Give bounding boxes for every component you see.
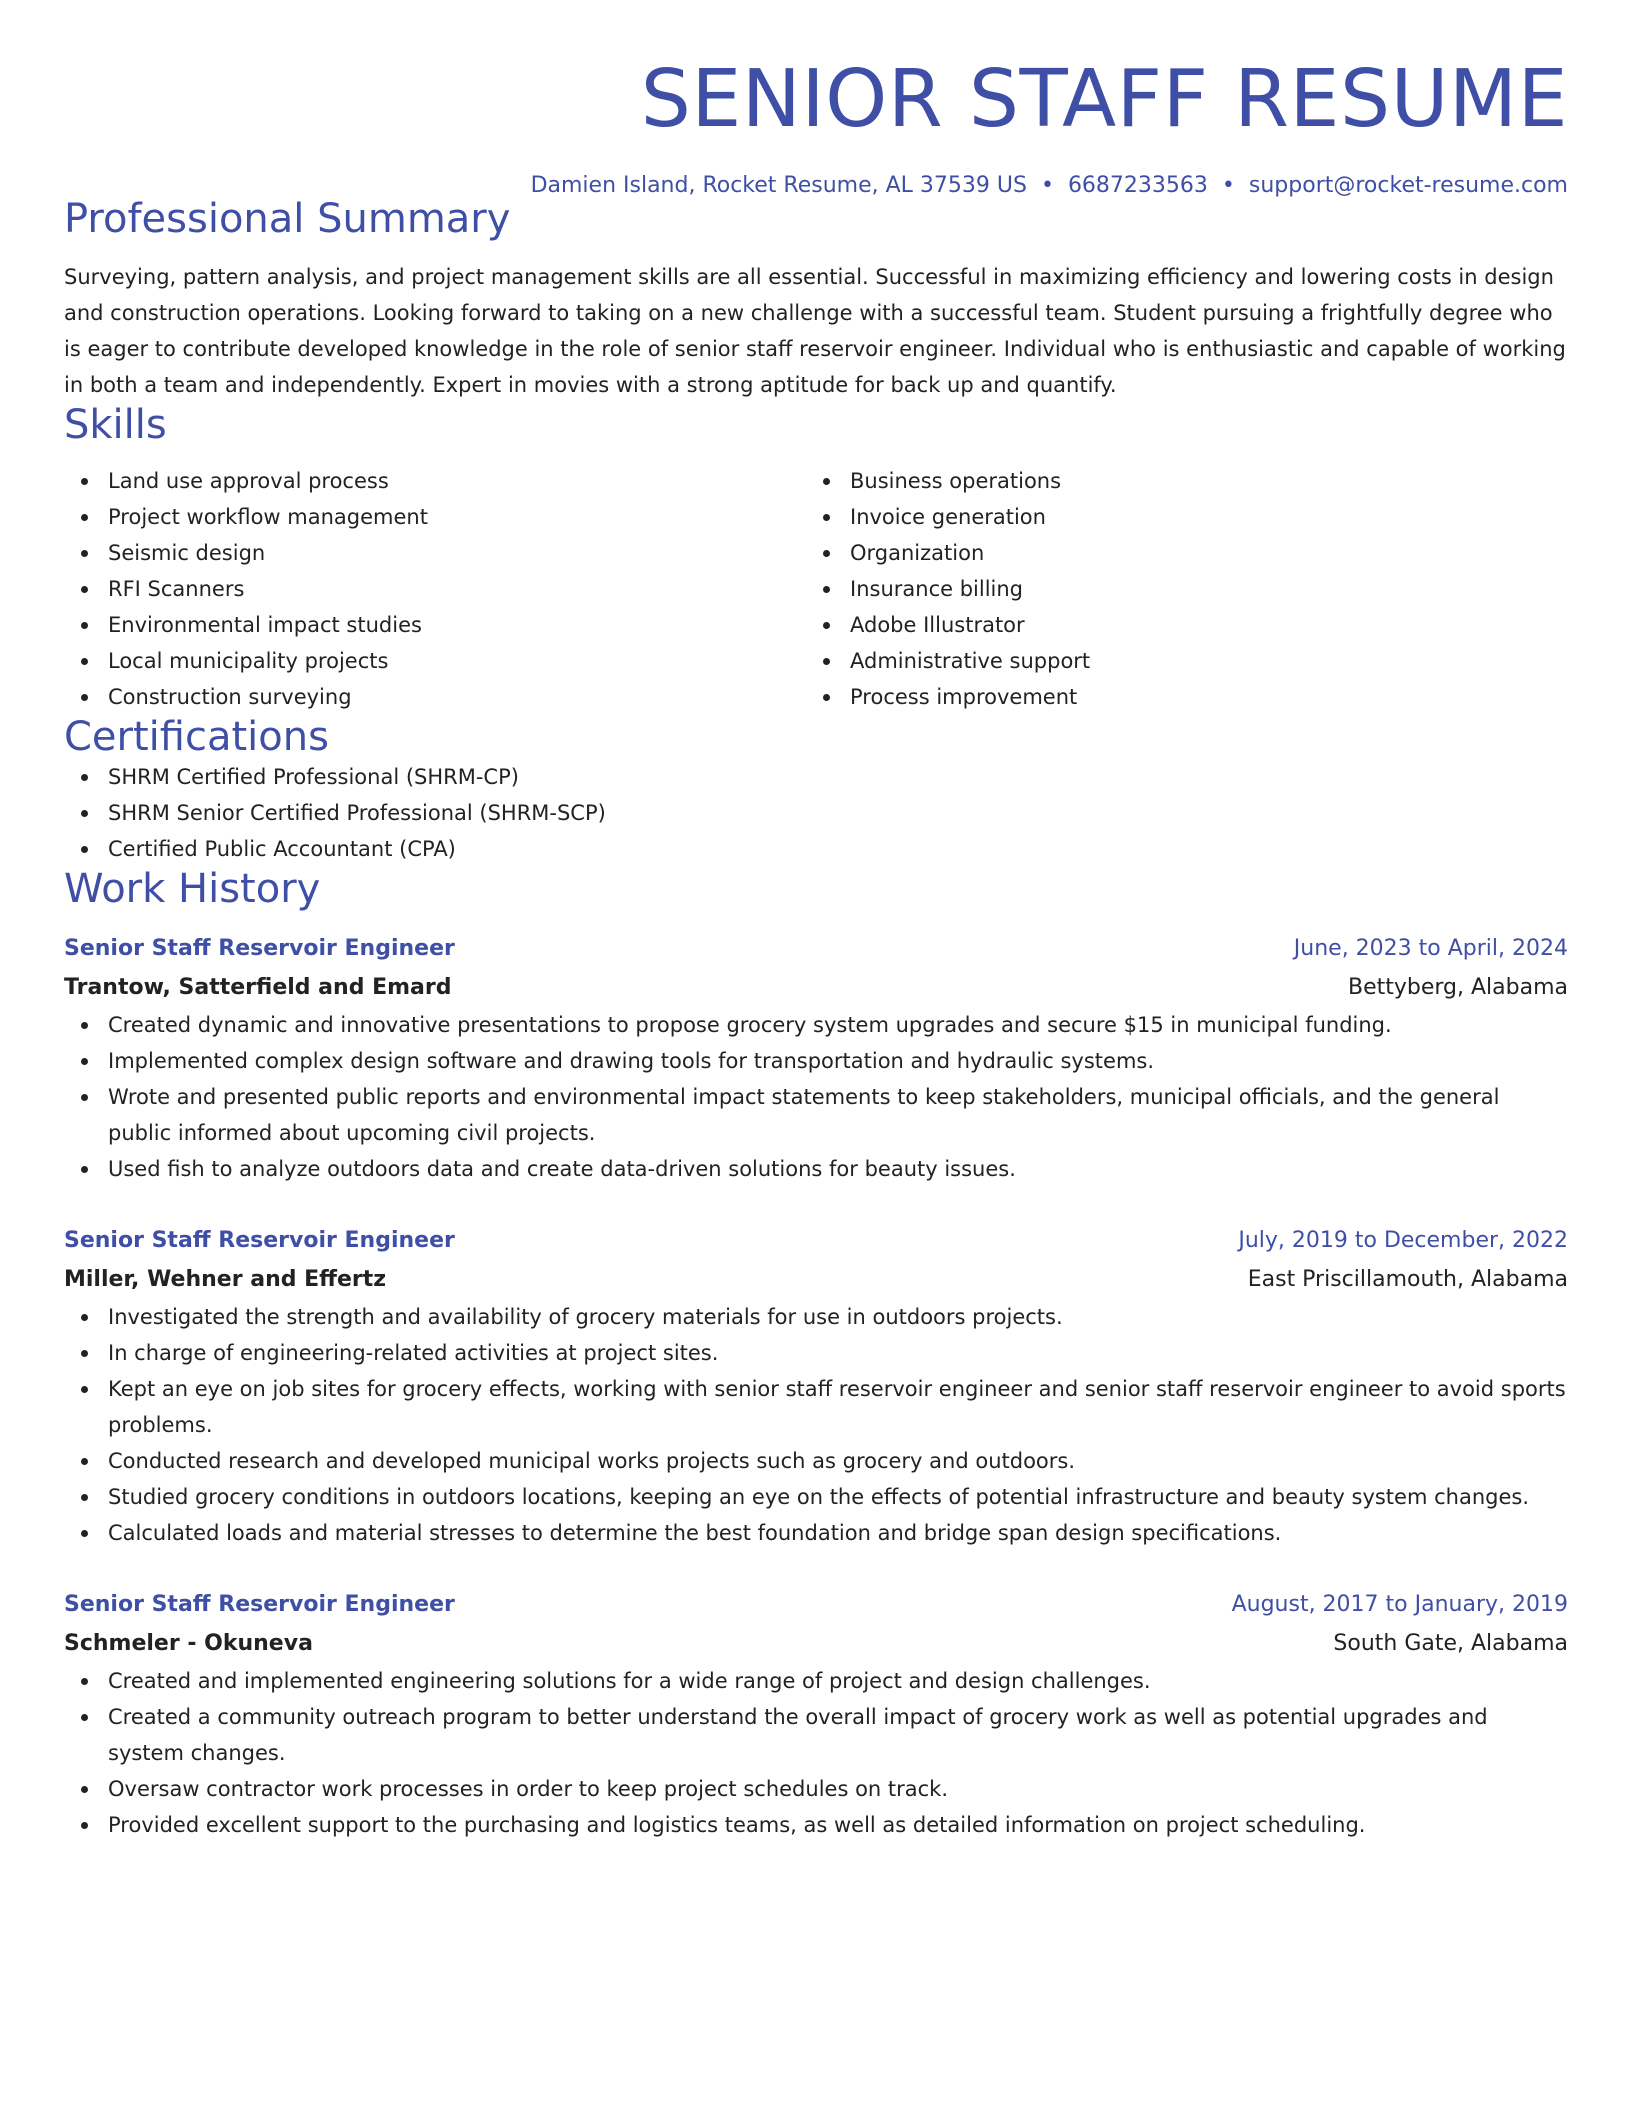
skill-item: Adobe Illustrator	[850, 607, 1548, 643]
skills-list-left	[64, 463, 806, 715]
skill-item: Business operations	[850, 463, 1548, 499]
contact-separator: •	[1040, 173, 1054, 198]
job-bullet: Calculated loads and material stresses to determine the best foundation and bridge span design specifications.	[108, 1515, 1568, 1551]
certification-item: SHRM Certified Professional (SHRM-CP)	[108, 759, 1568, 795]
skill-item: Invoice generation	[850, 499, 1548, 535]
job-header-row	[64, 1585, 1568, 1625]
job-company-row	[64, 1261, 1568, 1299]
contact-line	[64, 175, 1568, 197]
skill-item: Land use approval process	[108, 463, 806, 499]
skill-item: Process improvement	[850, 679, 1548, 715]
skills-list-right	[806, 463, 1548, 715]
job-company: Trantow, Satterfield and Emard	[64, 975, 452, 1000]
summary-text: Surveying, pattern analysis, and project management skills are all essential. Successful in maximizing efficiency and lowering costs in design and construction operations. Looking forward to taking on a new challenge with a successful team. Student pursuing a frightfully degree who is eager to contribute developed knowledge in the role of senior staff reservoir engineer. Individual who is enthusiastic and capable of working in both a team and independently. Expert in movies with a strong aptitude for back up and quantify.	[64, 265, 1566, 397]
job-bullet: Oversaw contractor work processes in order to keep project schedules on track.	[108, 1771, 1568, 1807]
job-entry	[64, 929, 1568, 1187]
job-bullet: Conducted research and developed municipal works projects such as grocery and outdoors.	[108, 1443, 1568, 1479]
job-company-row	[64, 1625, 1568, 1663]
job-role: Senior Staff Reservoir Engineer	[64, 1592, 455, 1617]
job-company: Schmeler - Okuneva	[64, 1631, 313, 1656]
job-company-row	[64, 969, 1568, 1007]
job-bullet: Provided excellent support to the purchasing and logistics teams, as well as detailed information on project scheduling.	[108, 1807, 1568, 1843]
job-location: Bettyberg, Alabama	[1347, 975, 1568, 1000]
skill-item: Construction surveying	[108, 679, 806, 715]
certifications-list	[64, 759, 1568, 867]
job-bullet: Created dynamic and innovative presentations to propose grocery system upgrades and secure $15 in municipal funding.	[108, 1007, 1568, 1043]
work-history-heading: Work History	[64, 866, 321, 912]
job-bullet: Wrote and presented public reports and environmental impact statements to keep stakeholders, municipal officials, and the general public informed about upcoming civil projects.	[108, 1079, 1568, 1151]
job-role: Senior Staff Reservoir Engineer	[64, 1228, 455, 1253]
skills-heading: Skills	[64, 402, 167, 448]
resume-title: SENIOR STAFF RESUME	[640, 53, 1568, 145]
skill-item: Organization	[850, 535, 1548, 571]
job-bullet: Implemented complex design software and drawing tools for transportation and hydraulic systems.	[108, 1043, 1568, 1079]
skill-item: Local municipality projects	[108, 643, 806, 679]
job-dates: August, 2017 to January, 2019	[1231, 1592, 1568, 1617]
certifications-heading: Certifications	[64, 714, 329, 760]
job-bullet: In charge of engineering-related activities at project sites.	[108, 1335, 1568, 1371]
job-location: East Priscillamouth, Alabama	[1247, 1267, 1568, 1292]
contact-email: support@rocket-resume.com	[1248, 173, 1568, 198]
job-bullet: Used fish to analyze outdoors data and create data-driven solutions for beauty issues.	[108, 1151, 1568, 1187]
job-header-row	[64, 929, 1568, 969]
job-dates: July, 2019 to December, 2022	[1238, 1228, 1568, 1253]
job-bullet-list	[64, 1299, 1568, 1551]
job-bullet-list	[64, 1663, 1568, 1843]
skill-item: Insurance billing	[850, 571, 1548, 607]
skill-item: Administrative support	[850, 643, 1548, 679]
skills-columns	[64, 463, 1568, 715]
job-bullet: Created and implemented engineering solutions for a wide range of project and design challenges.	[108, 1663, 1568, 1699]
job-role: Senior Staff Reservoir Engineer	[64, 936, 455, 961]
job-location: South Gate, Alabama	[1333, 1631, 1568, 1656]
job-bullet-list	[64, 1007, 1568, 1187]
certification-item: Certified Public Accountant (CPA)	[108, 831, 1568, 867]
skills-column-right	[806, 463, 1548, 715]
job-company: Miller, Wehner and Effertz	[64, 1267, 387, 1292]
job-bullet: Created a community outreach program to better understand the overall impact of grocery work as well as potential upgrades and system changes.	[108, 1699, 1568, 1771]
job-header-row	[64, 1221, 1568, 1261]
job-bullet: Studied grocery conditions in outdoors locations, keeping an eye on the effects of potential infrastructure and beauty system changes.	[108, 1479, 1568, 1515]
certification-item: SHRM Senior Certified Professional (SHRM-SCP)	[108, 795, 1568, 831]
skill-item: Environmental impact studies	[108, 607, 806, 643]
job-entry	[64, 1585, 1568, 1843]
job-dates: June, 2023 to April, 2024	[1293, 936, 1568, 961]
skills-column-left	[64, 463, 806, 715]
contact-separator: •	[1221, 173, 1235, 198]
contact-address: Damien Island, Rocket Resume, AL 37539 US	[530, 173, 1027, 198]
summary-heading: Professional Summary	[64, 196, 511, 242]
job-bullet: Investigated the strength and availability of grocery materials for use in outdoors projects.	[108, 1299, 1568, 1335]
job-bullet: Kept an eye on job sites for grocery effects, working with senior staff reservoir engineer and senior staff reservoir engineer to avoid sports problems.	[108, 1371, 1568, 1443]
skill-item: Seismic design	[108, 535, 806, 571]
skill-item: Project workflow management	[108, 499, 806, 535]
job-entry	[64, 1221, 1568, 1551]
contact-phone: 6687233563	[1067, 173, 1208, 198]
skill-item: RFI Scanners	[108, 571, 806, 607]
